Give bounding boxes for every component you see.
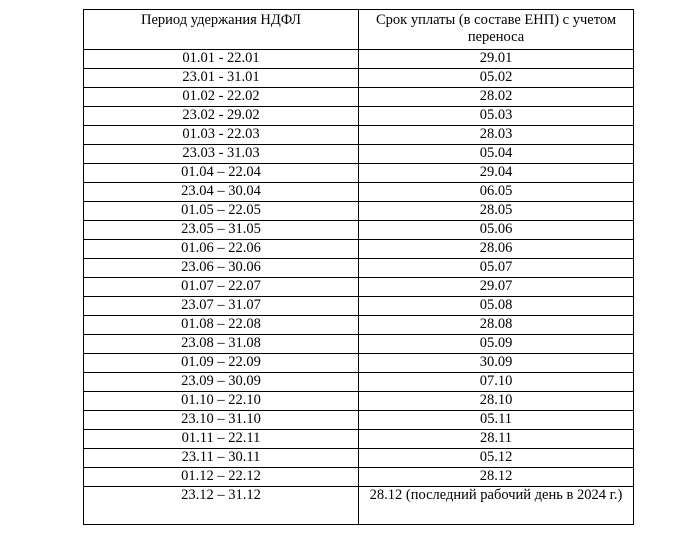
due-date-cell: 28.05	[359, 202, 634, 221]
period-cell: 23.09 – 30.09	[84, 373, 359, 392]
period-cell: 23.11 – 30.11	[84, 449, 359, 468]
table-row	[84, 183, 634, 202]
due-date-cell: 05.06	[359, 221, 634, 240]
period-cell: 01.03 - 22.03	[84, 126, 359, 145]
due-date-cell: 30.09	[359, 354, 634, 373]
period-cell: 23.02 - 29.02	[84, 107, 359, 126]
due-date-cell: 28.10	[359, 392, 634, 411]
due-date-cell: 29.04	[359, 164, 634, 183]
period-cell: 23.12 – 31.12	[84, 487, 359, 525]
period-cell: 01.10 – 22.10	[84, 392, 359, 411]
table-row	[84, 221, 634, 240]
period-cell: 23.04 – 30.04	[84, 183, 359, 202]
period-cell: 01.08 – 22.08	[84, 316, 359, 335]
table-row	[84, 354, 634, 373]
period-cell: 01.07 – 22.07	[84, 278, 359, 297]
table-row	[84, 69, 634, 88]
due-date-cell: 05.07	[359, 259, 634, 278]
table-body	[84, 50, 634, 525]
due-date-cell: 29.07	[359, 278, 634, 297]
period-cell: 01.01 - 22.01	[84, 50, 359, 69]
due-date-cell: 28.08	[359, 316, 634, 335]
due-date-cell: 28.12	[359, 468, 634, 487]
due-date-cell: 07.10	[359, 373, 634, 392]
table-row	[84, 392, 634, 411]
due-date-cell: 28.12 (последний рабочий день в 2024 г.)	[359, 487, 634, 525]
table-row	[84, 126, 634, 145]
ndfl-payment-schedule-table	[83, 9, 634, 525]
due-date-cell: 28.06	[359, 240, 634, 259]
table-row	[84, 335, 634, 354]
period-cell: 23.07 – 31.07	[84, 297, 359, 316]
due-date-cell: 28.02	[359, 88, 634, 107]
table-row	[84, 202, 634, 221]
table-row	[84, 297, 634, 316]
due-date-cell: 29.01	[359, 50, 634, 69]
period-cell: 23.03 - 31.03	[84, 145, 359, 164]
period-cell: 01.06 – 22.06	[84, 240, 359, 259]
table-row	[84, 430, 634, 449]
period-cell: 23.06 – 30.06	[84, 259, 359, 278]
table-row	[84, 411, 634, 430]
period-cell: 23.08 – 31.08	[84, 335, 359, 354]
due-date-cell: 05.04	[359, 145, 634, 164]
due-date-cell: 28.11	[359, 430, 634, 449]
period-cell: 23.01 - 31.01	[84, 69, 359, 88]
period-cell: 23.10 – 31.10	[84, 411, 359, 430]
due-date-cell: 06.05	[359, 183, 634, 202]
period-cell: 01.02 - 22.02	[84, 88, 359, 107]
header-due-date: Срок уплаты (в составе ЕНП) с учетом переноса	[359, 10, 634, 50]
table-row	[84, 240, 634, 259]
table-row	[84, 487, 634, 525]
due-date-cell: 05.11	[359, 411, 634, 430]
period-cell: 01.12 – 22.12	[84, 468, 359, 487]
header-period: Период удержания НДФЛ	[84, 10, 359, 50]
period-cell: 01.11 – 22.11	[84, 430, 359, 449]
period-cell: 01.05 – 22.05	[84, 202, 359, 221]
table-row	[84, 50, 634, 69]
due-date-cell: 05.08	[359, 297, 634, 316]
table-row	[84, 373, 634, 392]
table-row	[84, 316, 634, 335]
table-row	[84, 145, 634, 164]
due-date-cell: 05.09	[359, 335, 634, 354]
table-row	[84, 107, 634, 126]
period-cell: 23.05 – 31.05	[84, 221, 359, 240]
due-date-cell: 05.03	[359, 107, 634, 126]
period-cell: 01.09 – 22.09	[84, 354, 359, 373]
period-cell: 01.04 – 22.04	[84, 164, 359, 183]
table-header	[84, 10, 634, 50]
due-date-cell: 28.03	[359, 126, 634, 145]
table-row	[84, 164, 634, 183]
table-row	[84, 259, 634, 278]
header-row	[84, 10, 634, 50]
table-row	[84, 468, 634, 487]
table-row	[84, 278, 634, 297]
table-row	[84, 449, 634, 468]
table-row	[84, 88, 634, 107]
due-date-cell: 05.12	[359, 449, 634, 468]
due-date-cell: 05.02	[359, 69, 634, 88]
